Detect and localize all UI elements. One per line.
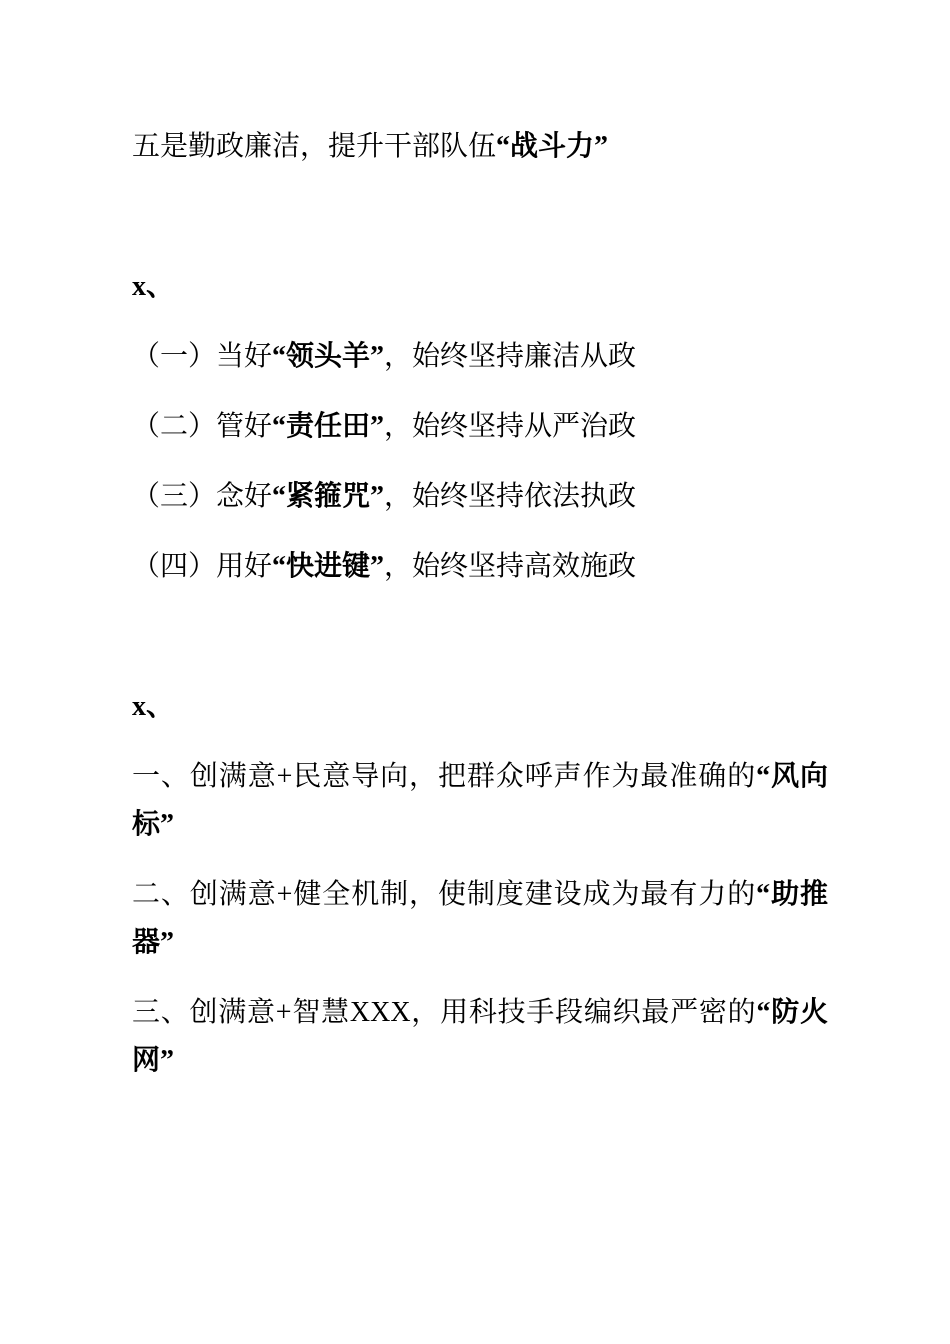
numbered-item-1-line-2 bbox=[132, 801, 828, 849]
heading-point-five bbox=[132, 123, 828, 171]
document-content bbox=[132, 123, 828, 1107]
numbered-item-3-line-1 bbox=[132, 989, 828, 1037]
section-marker-1 bbox=[132, 263, 828, 311]
numbered-item-3-line-2 bbox=[132, 1037, 828, 1085]
numbered-item-2 bbox=[132, 871, 828, 967]
list-item-3 bbox=[132, 473, 828, 521]
text-run: （四）用好 bbox=[132, 551, 273, 582]
list-item-1 bbox=[132, 333, 828, 381]
numbered-item-2-line-2 bbox=[132, 919, 828, 967]
numbered-item-1 bbox=[132, 753, 828, 849]
text-run: ，始终坚持廉洁从政 bbox=[384, 341, 637, 372]
text-run: （一）当好 bbox=[132, 341, 273, 372]
text-run: 五是勤政廉洁，提升干部队伍 bbox=[132, 131, 497, 162]
list-item-2 bbox=[132, 403, 828, 451]
emphasis-run: 器” bbox=[132, 927, 175, 958]
emphasis-run: “领头羊” bbox=[272, 341, 385, 372]
emphasis-run: “防火 bbox=[756, 997, 828, 1028]
section-marker-1-line-1 bbox=[132, 263, 828, 311]
list-item-4-line-1 bbox=[132, 543, 828, 591]
text-run: 二、创满意+健全机制，使制度建设成为最有力的 bbox=[132, 879, 757, 910]
text-run: （三）念好 bbox=[132, 481, 273, 512]
emphasis-run: x、 bbox=[132, 271, 175, 302]
list-item-2-line-1 bbox=[132, 403, 828, 451]
emphasis-run: “战斗力” bbox=[496, 131, 609, 162]
emphasis-run: “责任田” bbox=[272, 411, 385, 442]
emphasis-run: “快进键” bbox=[272, 551, 385, 582]
section-marker-2-line-1 bbox=[132, 683, 828, 731]
text-run: ，始终坚持从严治政 bbox=[384, 411, 637, 442]
text-run: ，始终坚持高效施政 bbox=[384, 551, 637, 582]
text-run: 一、创满意+民意导向，把群众呼声作为最准确的 bbox=[132, 761, 757, 792]
blank-line-2 bbox=[132, 613, 828, 661]
numbered-item-1-line-1 bbox=[132, 753, 828, 801]
emphasis-run: “风向 bbox=[756, 761, 828, 792]
numbered-item-2-line-1 bbox=[132, 871, 828, 919]
emphasis-run: x、 bbox=[132, 691, 175, 722]
text-run: （二）管好 bbox=[132, 411, 273, 442]
emphasis-run: “助推 bbox=[756, 879, 828, 910]
list-item-1-line-1 bbox=[132, 333, 828, 381]
blank-line-1 bbox=[132, 193, 828, 241]
emphasis-run: “紧箍咒” bbox=[272, 481, 385, 512]
section-marker-2 bbox=[132, 683, 828, 731]
text-run: 三、创满意+智慧XXX，用科技手段编织最严密的 bbox=[132, 997, 757, 1028]
numbered-item-3 bbox=[132, 989, 828, 1085]
emphasis-run: 网” bbox=[132, 1045, 175, 1076]
list-item-3-line-1 bbox=[132, 473, 828, 521]
list-item-4 bbox=[132, 543, 828, 591]
emphasis-run: 标” bbox=[132, 809, 175, 840]
text-run: ，始终坚持依法执政 bbox=[384, 481, 637, 512]
heading-point-five-line-1 bbox=[132, 123, 828, 171]
